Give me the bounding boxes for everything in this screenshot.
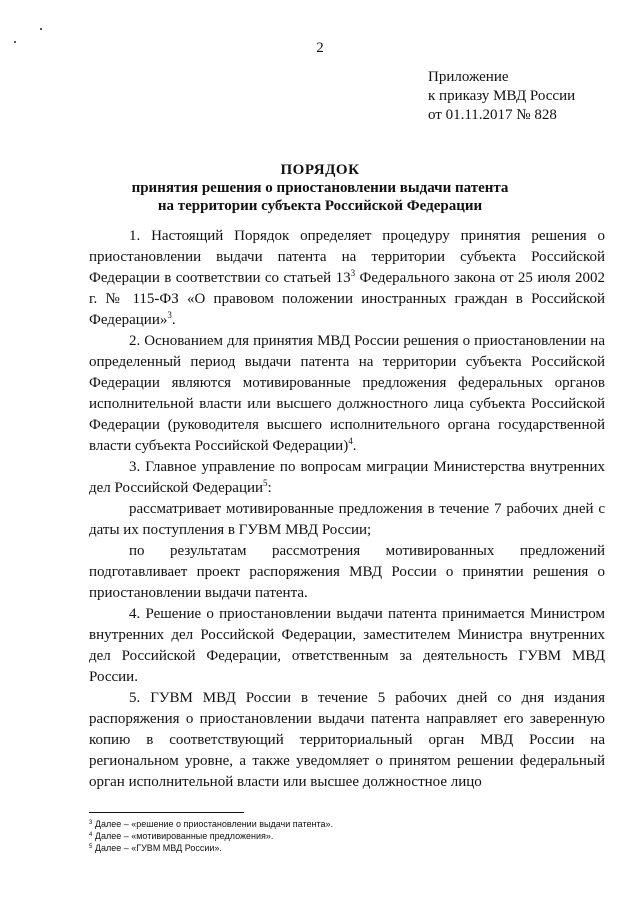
footnote-ref: 4	[348, 436, 353, 446]
paragraph-1: 1. Настоящий Порядок определяет процедуру принятия решения о приостановлении выдачи патента на территории субъекта Российской Федерации в соответствии со статьей $13^3$ Федерального закона от 25 июля 2002 г. № 115-ФЗ «О правовом положении иностранных граждан в Российской Федерации»$^3$.	[89, 228, 605, 328]
document-title: ПОРЯДОК	[280, 162, 360, 178]
footnote-divider	[89, 812, 244, 813]
appendix-line: Приложение	[428, 69, 509, 85]
footnotes	[89, 818, 333, 854]
paragraph-2: 2. Основанием для принятия МВД России решения о приостановлении на определенный период выдачи патента на территории субъекта Российской Федерации являются мотивированные предложения федеральных органов исполнительной власти или высшего должностного лица субъекта Российской Федерации (руководителя высшего исполнительного органа государственной власти субъекта Российской Федерации)$^4$.	[89, 333, 605, 454]
footnote-item: $^3$ Далее – «решение о приостановлении выдачи патента».	[89, 819, 333, 829]
paragraph-3-item-1: рассматривает мотивированные предложения в течение 7 рабочих дней с даты их поступления в ГУВМ МВД России;	[89, 501, 605, 538]
document-subtitle: на территории субъекта Российской Федерации	[157, 198, 483, 214]
appendix-line: от 01.11.2017 № 828	[428, 107, 557, 123]
paragraph-3-item-2: по результатам рассмотрения мотивированных предложений подготавливает проект распоряжения МВД России о принятии решения о приостановлении выдачи патента.	[89, 543, 605, 601]
footnote-item: $^4$ Далее – «мотивированные предложения».	[89, 831, 274, 841]
footnote-ref: 5	[263, 478, 268, 488]
paragraph-5: 5. ГУВМ МВД России в течение 5 рабочих дней со дня издания распоряжения о приостановлении выдачи патента направляет его заверенную копию в соответствующий территориальный орган МВД России на региональном уровне, а также уведомляет о принятом решении федеральный орган исполнительной власти или высшее должностное лицо	[89, 690, 605, 790]
footnote-item: $^5$ Далее – «ГУВМ МВД России».	[89, 843, 222, 853]
document-subtitle: принятия решения о приостановлении выдачи патента	[131, 180, 509, 196]
paragraph-3: 3. Главное управление по вопросам миграции Министерства внутренних дел Российской Федерации$^5$:	[89, 459, 605, 496]
appendix-block	[428, 68, 575, 125]
footnote-ref: 3	[167, 310, 172, 320]
paragraph-4: 4. Решение о приостановлении выдачи патента принимается Министром внутренних дел Российской Федерации, заместителем Министра внутренних дел Российской Федерации, ответственным за деятельность ГУВМ МВД России.	[89, 606, 605, 685]
page-number: 2	[316, 40, 324, 56]
appendix-line: к приказу МВД России	[428, 88, 576, 104]
document-body	[89, 226, 605, 793]
scan-speck	[40, 28, 42, 30]
